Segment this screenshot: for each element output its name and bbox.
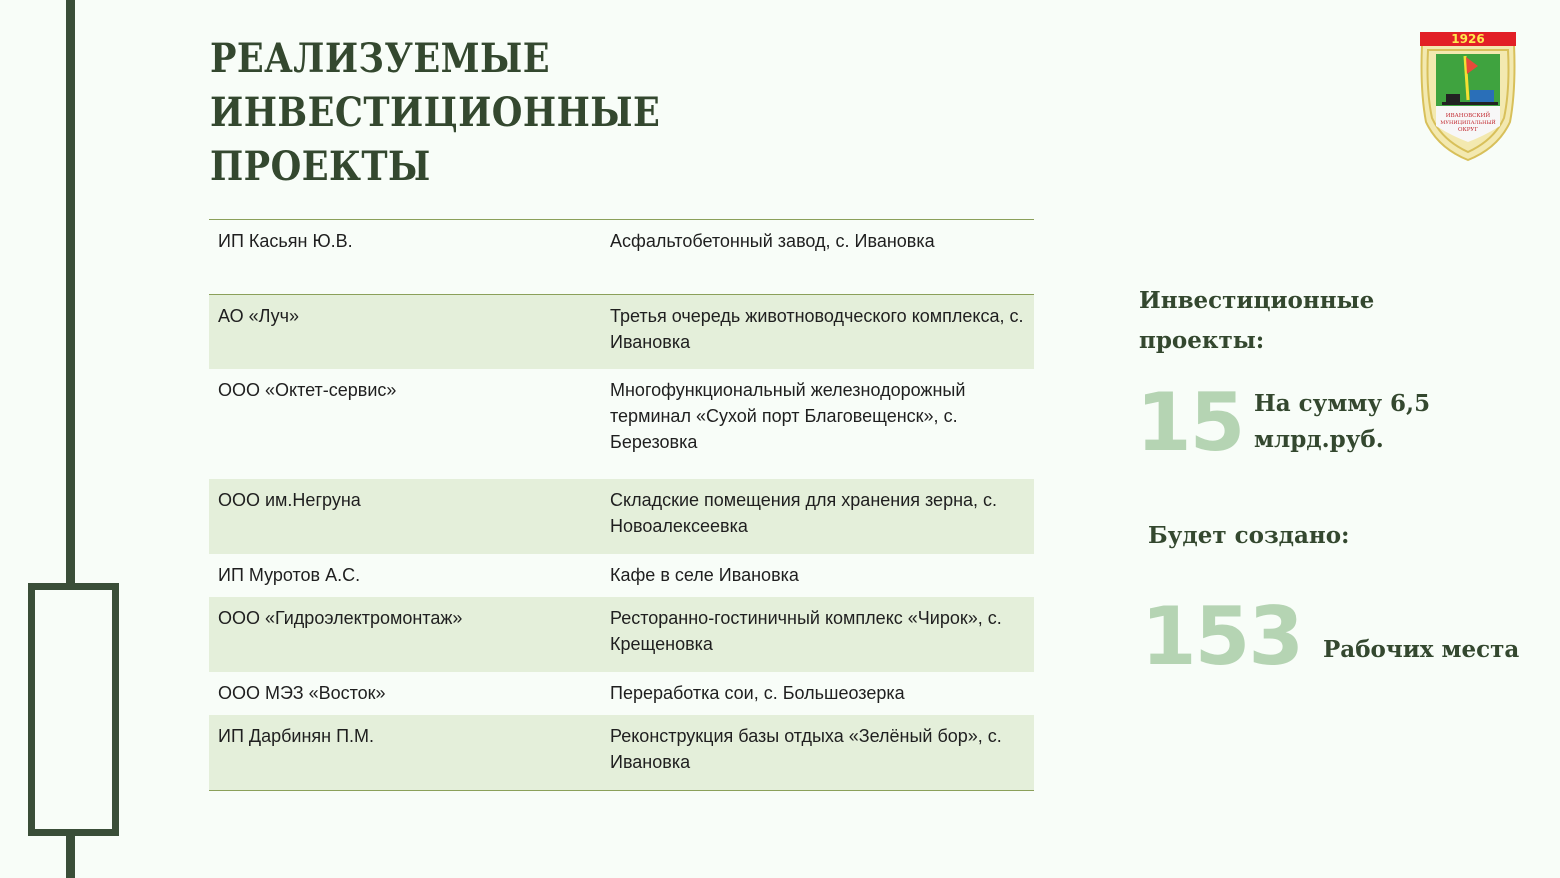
- svg-text:МУНИЦИПАЛЬНЫЙ: МУНИЦИПАЛЬНЫЙ: [1440, 120, 1496, 126]
- decorative-frame: [28, 583, 119, 836]
- table-row: [209, 554, 1034, 597]
- table-row: [209, 715, 1034, 791]
- project-cell: Переработка сои, с. Большеозерка: [610, 682, 905, 703]
- project-cell: Ресторанно-гостиничный комплекс «Чирок», с. Крещеновка: [610, 607, 1002, 654]
- decorative-vertical-line-bottom: [66, 835, 75, 878]
- decorative-vertical-line: [66, 0, 75, 585]
- svg-text:ОКРУГ: ОКРУГ: [1457, 127, 1479, 133]
- coat-of-arms-icon: [1418, 30, 1518, 162]
- jobs-label: Будет создано:: [1148, 522, 1350, 549]
- title-line-2: ПРОЕКТЫ: [210, 143, 431, 190]
- project-cell: Третья очередь животноводческого комплекса, с. Ивановка: [610, 306, 1024, 352]
- table-row: [209, 597, 1034, 672]
- svg-text:1926: 1926: [1451, 32, 1485, 46]
- projects-sum: На сумму 6,5 млрд.руб.: [1254, 390, 1431, 453]
- projects-label: Инвестиционные проекты:: [1139, 287, 1375, 354]
- project-cell: Многофункциональный железнодорожный терминал «Сухой порт Благовещенск», с. Березовка: [610, 379, 966, 452]
- investor-cell: ИП Дарбинян П.М.: [218, 725, 375, 746]
- jobs-count: 153: [1141, 590, 1302, 683]
- project-cell: Асфальтобетонный завод, с. Ивановка: [601, 220, 1034, 295]
- investor-cell: ООО МЭЗ «Восток»: [218, 682, 386, 703]
- svg-text:ИВАНОВСКИЙ: ИВАНОВСКИЙ: [1445, 113, 1491, 119]
- investor-cell: ООО «Гидроэлектромонтаж»: [218, 607, 463, 628]
- project-cell: Реконструкция базы отдыха «Зелёный бор», с. Ивановка: [610, 725, 1002, 772]
- investor-cell: ИП Касьян Ю.В.: [209, 220, 601, 295]
- table-row: [209, 295, 1034, 369]
- investor-cell: АО «Луч»: [218, 306, 300, 326]
- table-row: [209, 672, 1034, 715]
- jobs-text: Рабочих места: [1323, 636, 1520, 663]
- project-cell: Складские помещения для хранения зерна, с. Новоалексеевка: [610, 489, 998, 536]
- investor-cell: ООО им.Негруна: [218, 489, 361, 510]
- table-row: [209, 220, 1034, 295]
- title-line-1: РЕАЛИЗУЕМЫЕ ИНВЕСТИЦИОННЫЕ: [210, 35, 661, 136]
- projects-table: [209, 219, 1034, 791]
- table-row: [209, 369, 1034, 479]
- table-row: [209, 479, 1034, 554]
- projects-count: 15: [1136, 376, 1244, 469]
- investor-cell: ИП Муротов А.С.: [218, 564, 361, 585]
- page-title: [210, 32, 932, 194]
- project-cell: Кафе в селе Ивановка: [610, 564, 799, 585]
- investor-cell: ООО «Октет-сервис»: [218, 379, 397, 400]
